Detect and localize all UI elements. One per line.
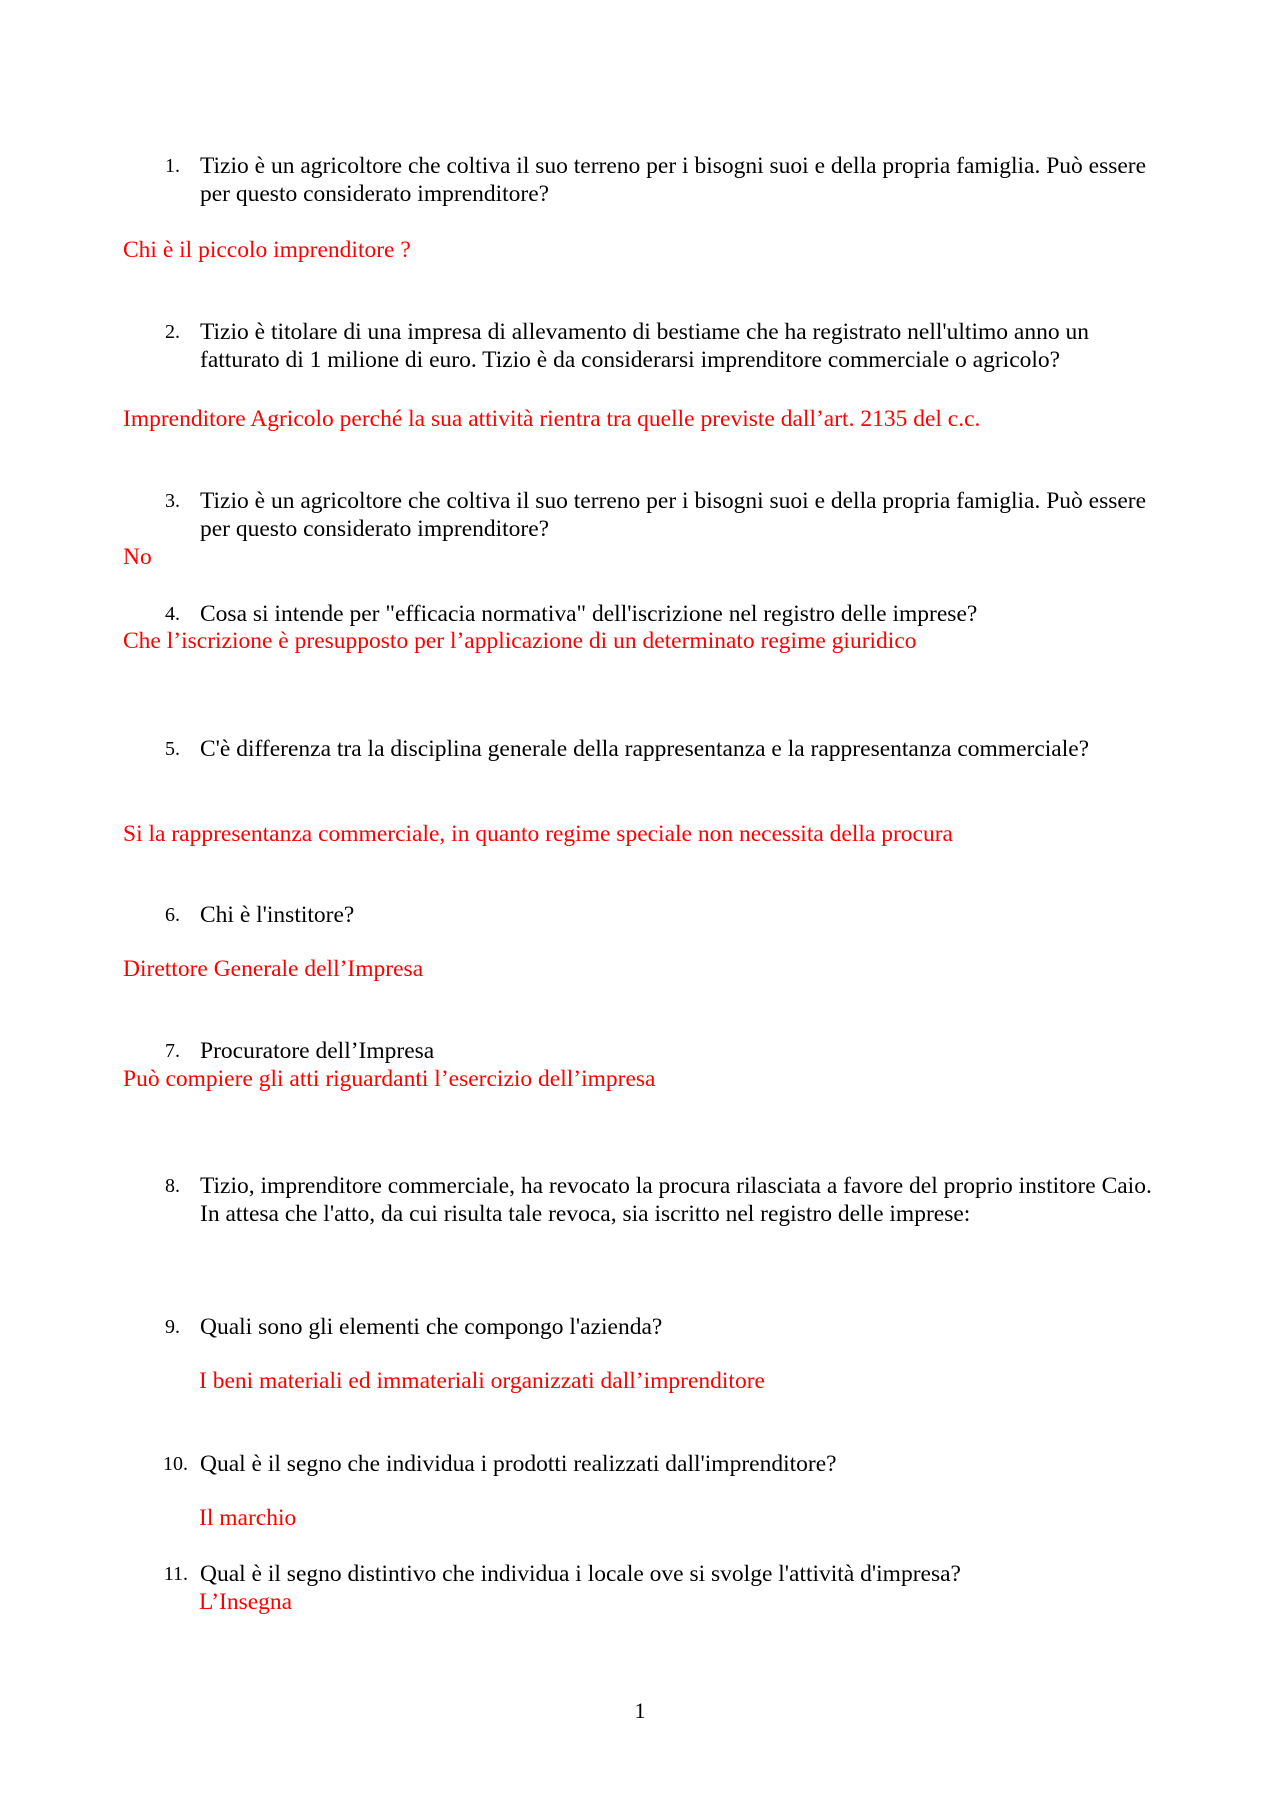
question-2 xyxy=(165,318,1160,374)
answer-11: L’Insegna xyxy=(199,1589,293,1615)
question-number: 6. xyxy=(165,904,180,926)
answer-3: No xyxy=(123,544,152,570)
question-number: 5. xyxy=(165,738,180,760)
question-text: Qual è il segno distintivo che individua i locale ove si svolge l'attività d'impresa? xyxy=(200,1561,961,1587)
question-number: 1. xyxy=(165,155,180,177)
question-7 xyxy=(165,1037,1160,1065)
question-number: 7. xyxy=(165,1040,180,1062)
question-text: Quali sono gli elementi che compongo l'azienda? xyxy=(200,1314,663,1340)
answer-10: Il marchio xyxy=(199,1505,297,1531)
question-number: 9. xyxy=(165,1316,180,1338)
question-8 xyxy=(165,1172,1160,1228)
question-1 xyxy=(165,152,1160,208)
question-text: Tizio è un agricoltore che coltiva il suo terreno per i bisogni suoi e della propria famiglia. Può essere per questo considerato imprenditore? xyxy=(200,153,1147,207)
answer-4: Che l’iscrizione è presupposto per l’applicazione di un determinato regime giuridico xyxy=(123,628,917,654)
question-number: 8. xyxy=(165,1175,180,1197)
question-number: 3. xyxy=(165,490,180,512)
question-5 xyxy=(165,735,1160,763)
question-9 xyxy=(165,1313,1160,1341)
answer-9: I beni materiali ed immateriali organizzati dall’imprenditore xyxy=(199,1368,765,1394)
answer-1: Chi è il piccolo imprenditore ? xyxy=(123,237,411,263)
question-4 xyxy=(165,600,1160,628)
question-number: 10. xyxy=(163,1453,188,1475)
question-text: Qual è il segno che individua i prodotti realizzati dall'imprenditore? xyxy=(200,1451,837,1477)
question-3 xyxy=(165,487,1160,543)
question-text: C'è differenza tra la disciplina generale della rappresentanza e la rappresentanza commerciale? xyxy=(200,736,1090,762)
question-text: Tizio è un agricoltore che coltiva il suo terreno per i bisogni suoi e della propria famiglia. Può essere per questo considerato imprenditore? xyxy=(200,488,1147,542)
question-text: Procuratore dell’Impresa xyxy=(200,1038,435,1064)
page-number: 1 xyxy=(634,1698,646,1723)
question-10 xyxy=(163,1450,1160,1478)
question-11 xyxy=(163,1560,1160,1588)
question-6 xyxy=(165,901,1160,929)
question-text: Chi è l'institore? xyxy=(200,902,355,928)
answer-6: Direttore Generale dell’Impresa xyxy=(123,956,424,982)
answer-2: Imprenditore Agricolo perché la sua attività rientra tra quelle previste dall’art. 2135 del c.c. xyxy=(123,406,981,432)
question-text: Cosa si intende per "efficacia normativa" dell'iscrizione nel registro delle imprese? xyxy=(200,601,978,627)
question-number: 11. xyxy=(163,1563,188,1585)
question-number: 2. xyxy=(165,321,180,343)
question-number: 4. xyxy=(165,603,180,625)
answer-7: Può compiere gli atti riguardanti l’esercizio dell’impresa xyxy=(123,1066,656,1092)
question-text: Tizio è titolare di una impresa di allevamento di bestiame che ha registrato nell'ultimo anno un fatturato di 1 milione di euro. Tizio è da considerarsi imprenditore commerciale o agricolo? xyxy=(200,319,1089,373)
question-text: Tizio, imprenditore commerciale, ha revocato la procura rilasciata a favore del proprio institore Caio. In attesa che l'atto, da cui risulta tale revoca, sia iscritto nel registro delle imprese: xyxy=(200,1173,1152,1227)
answer-5: Si la rappresentanza commerciale, in quanto regime speciale non necessita della procura xyxy=(123,821,953,847)
